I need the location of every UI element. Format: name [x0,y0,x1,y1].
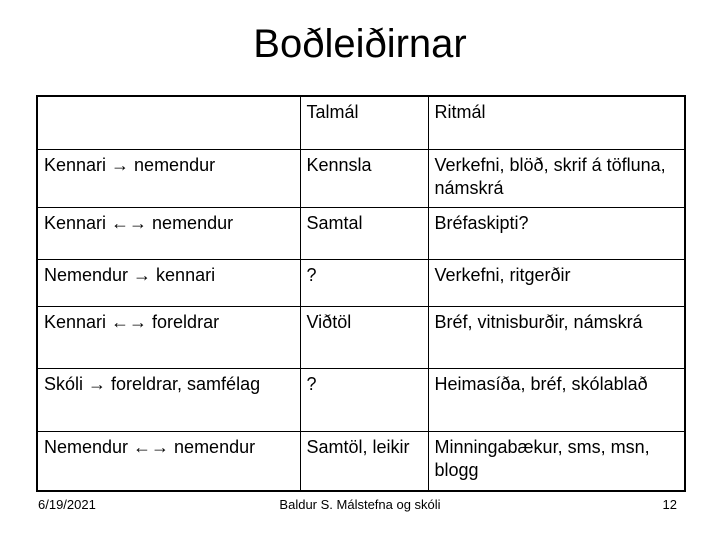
table-row [37,207,685,259]
row-channel: Nemendur → kennari [37,259,300,306]
row-channel: Kennari ←→ foreldrar [37,306,300,368]
row-channel: Skóli → foreldrar, samfélag [37,368,300,431]
row-spoken: Samtöl, leikir [300,431,428,491]
row-channel: Kennari → nemendur [37,149,300,207]
row-spoken: Kennsla [300,149,428,207]
row-spoken: ? [300,368,428,431]
header-cell-talmal: Talmál [300,96,428,149]
header-cell-ritmal: Ritmál [428,96,685,149]
table-row [37,149,685,207]
table-row [37,431,685,491]
row-written: Verkefni, ritgerðir [428,259,685,306]
table-row [37,368,685,431]
table-row [37,306,685,368]
footer-author: Baldur S. Málstefna og skóli [279,497,441,512]
header-cell-empty [37,96,300,149]
footer-page-number: 12 [662,497,677,512]
row-channel: Kennari ←→ nemendur [37,207,300,259]
table-row [37,259,685,306]
row-written: Bréfaskipti? [428,207,685,259]
slide-title: Boðleiðirnar [253,22,467,66]
row-channel: Nemendur ←→ nemendur [37,431,300,491]
row-written: Minningabækur, sms, msn, blogg [428,431,685,491]
row-spoken: ? [300,259,428,306]
row-written: Verkefni, blöð, skrif á töfluna, námskrá [428,149,685,207]
row-spoken: Viðtöl [300,306,428,368]
row-spoken: Samtal [300,207,428,259]
footer-date: 6/19/2021 [38,497,96,512]
table-header-row [37,96,685,149]
row-written: Heimasíða, bréf, skólablað [428,368,685,431]
row-written: Bréf, vitnisburðir, námskrá [428,306,685,368]
communication-table [36,95,686,492]
